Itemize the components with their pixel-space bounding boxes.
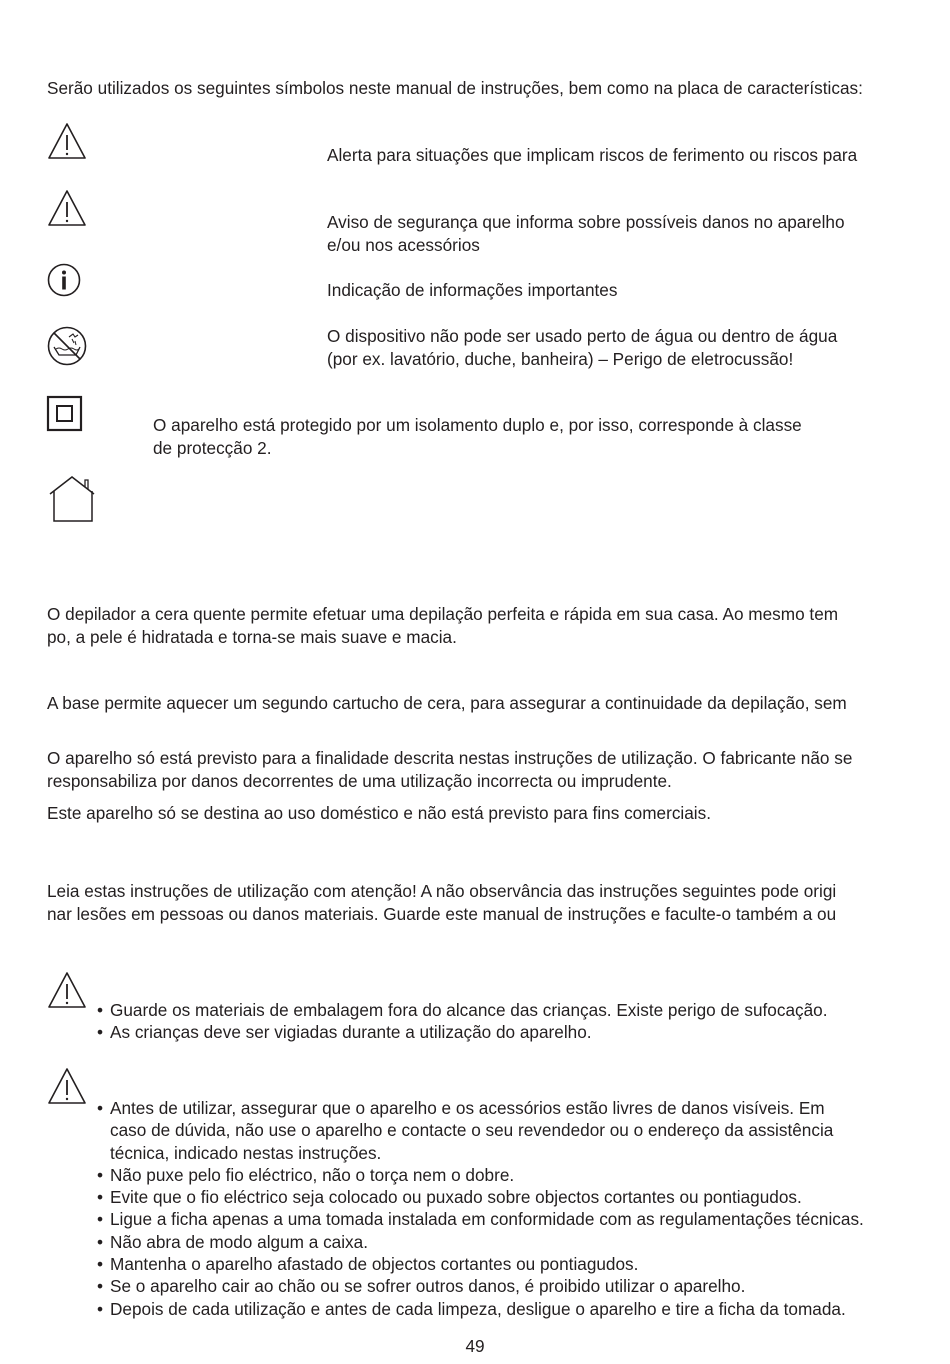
children-warning-list	[97, 999, 917, 1044]
list-item: • Guarde os materiais de embalagem fora do alcance das crianças. Existe perigo de sufocação.	[97, 999, 917, 1021]
symbol-insulation-text-1: O aparelho está protegido por um isolamento duplo e, por isso, corresponde à classe	[153, 415, 802, 435]
warning-triangle-icon	[46, 1066, 88, 1106]
domestic-use-paragraph	[47, 802, 907, 825]
house-icon	[47, 474, 97, 524]
symbol-insulation-text-2: de protecção 2.	[153, 438, 272, 458]
no-water-icon	[45, 325, 91, 367]
symbols-intro: Serão utilizados os seguintes símbolos neste manual de instruções, bem como na placa de características:	[47, 78, 863, 98]
list-item: • As crianças deve ser vigiadas durante a utilização do aparelho.	[97, 1021, 917, 1043]
list-item: • Mantenha o aparelho afastado de objectos cortantes ou pontiagudos.	[97, 1253, 917, 1275]
symbol-injury-text: Alerta para situações que implicam riscos de ferimento ou riscos para	[327, 145, 858, 165]
warning-triangle-icon	[46, 970, 88, 1010]
list-item: • Antes de utilizar, assegurar que o aparelho e os acessórios estão livres de danos visíveis. Em	[97, 1097, 917, 1119]
base-line: A base permite aquecer um segundo cartucho de cera, para assegurar a continuidade da depilação, sem	[47, 693, 847, 713]
list-item: • Evite que o fio eléctrico seja colocado ou puxado sobre objectos cortantes ou pontiagudos.	[97, 1186, 917, 1208]
list-item: • Não puxe pelo fio eléctrico, não o torça nem o dobre.	[97, 1164, 917, 1186]
symbol-info-text: Indicação de informações importantes	[327, 280, 618, 300]
read-instructions-line-1: Leia estas instruções de utilização com atenção! A não observância das instruções seguintes pode origi	[47, 881, 837, 901]
page-number: 49	[465, 1336, 485, 1356]
read-instructions-paragraph	[47, 880, 907, 925]
symbol-damage-text-1: Aviso de segurança que informa sobre possíveis danos no aparelho	[327, 212, 845, 232]
description-line-1: O depilador a cera quente permite efetuar uma depilação perfeita e rápida em sua casa. Ao mesmo tem	[47, 604, 839, 624]
list-item-continuation: técnica, indicado nestas instruções.	[110, 1142, 382, 1163]
intended-use-paragraph	[47, 747, 907, 792]
symbol-damage-text-2: e/ou nos acessórios	[327, 235, 480, 255]
warning-triangle-icon	[46, 121, 88, 161]
info-icon	[46, 262, 82, 298]
warning-triangle-icon	[46, 188, 88, 228]
list-item: • Se o aparelho cair ao chão ou se sofrer outros danos, é proibido utilizar o aparelho.	[97, 1275, 917, 1297]
intended-use-line-2: responsabiliza por danos decorrentes de uma utilização incorrecta ou imprudente.	[47, 770, 672, 791]
read-instructions-line-2: nar lesões em pessoas ou danos materiais. Guarde este manual de instruções e faculte-o também a ou	[47, 903, 837, 924]
symbol-water-text-2: (por ex. lavatório, duche, banheira) – Perigo de eletrocussão!	[327, 349, 794, 369]
double-insulation-icon	[46, 395, 84, 433]
symbol-water-text-1: O dispositivo não pode ser usado perto de água ou dentro de água	[327, 326, 838, 346]
list-item: • Depois de cada utilização e antes de cada limpeza, desligue o aparelho e tire a ficha da tomada.	[97, 1298, 917, 1320]
device-safety-list	[97, 1097, 917, 1320]
base-paragraph	[47, 692, 907, 715]
list-item-continuation: caso de dúvida, não use o aparelho e contacte o seu revendedor ou o endereço da assistência	[110, 1120, 834, 1141]
intended-use-line-1: O aparelho só está previsto para a finalidade descrita nestas instruções de utilização. O fabricante não se	[47, 748, 853, 768]
list-item: • Não abra de modo algum a caixa.	[97, 1231, 917, 1253]
list-item: • Ligue a ficha apenas a uma tomada instalada em conformidade com as regulamentações técnicas.	[97, 1208, 917, 1230]
description-paragraph	[47, 603, 907, 648]
domestic-use-line: Este aparelho só se destina ao uso doméstico e não está previsto para fins comerciais.	[47, 803, 711, 823]
description-line-2: po, a pele é hidratada e torna-se mais suave e macia.	[47, 626, 457, 647]
